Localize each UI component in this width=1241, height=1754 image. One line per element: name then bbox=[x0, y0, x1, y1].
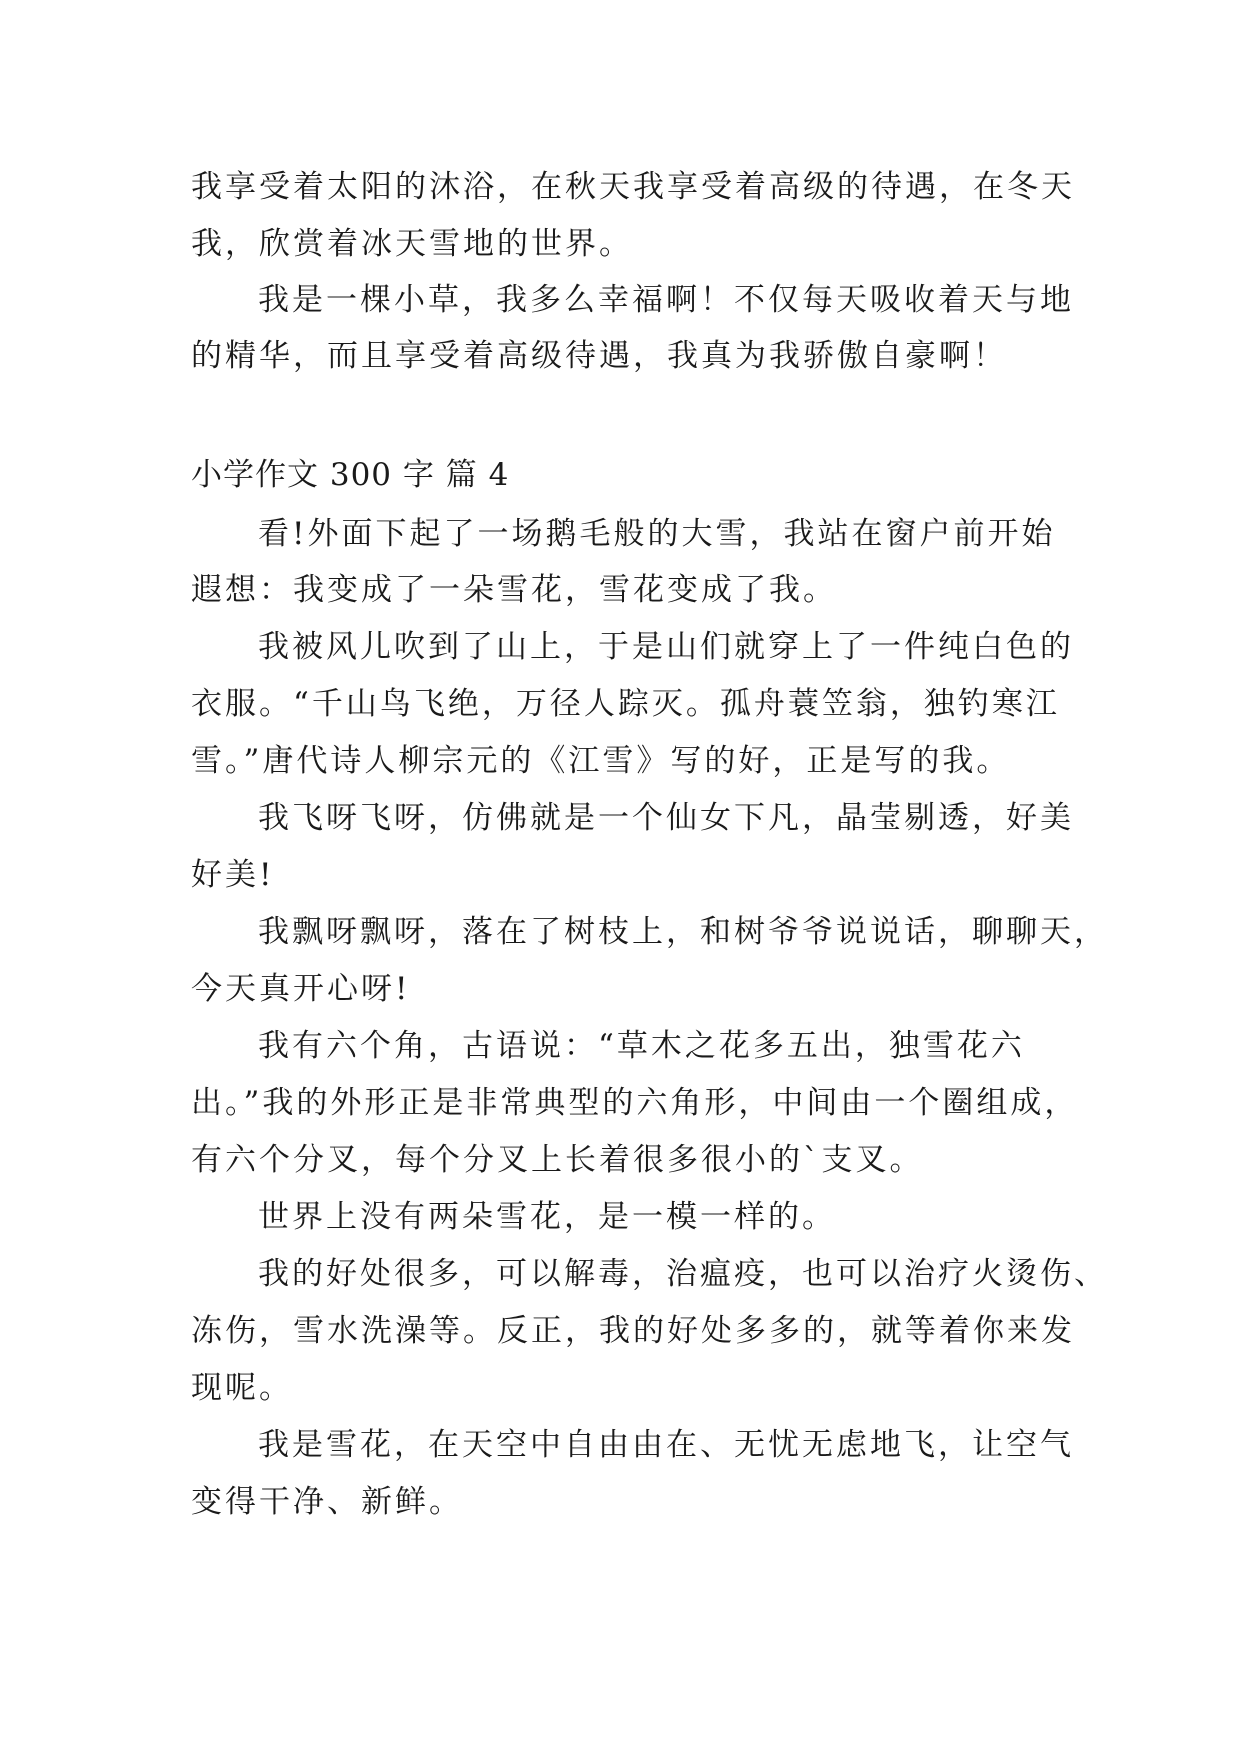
text-line: 我被风儿吹到了山上，于是山们就穿上了一件纯白色的 bbox=[258, 629, 1074, 665]
text-line: 雪。”唐代诗人柳宗元的《江雪》写的好，正是写的我。 bbox=[191, 743, 1011, 779]
text-line: 我飘呀飘呀，落在了树枝上，和树爷爷说说话，聊聊天， bbox=[258, 914, 1108, 950]
section-title: 小学作文 300 字 篇 4 bbox=[191, 457, 510, 493]
text-line: 我是一棵小草，我多么幸福啊！不仅每天吸收着天与地 bbox=[258, 282, 1074, 318]
text-line: 出。”我的外形正是非常典型的六角形，中间由一个圈组成， bbox=[191, 1085, 1079, 1121]
text-line: 的精华，而且享受着高级待遇，我真为我骄傲自豪啊！ bbox=[191, 338, 1007, 374]
text-line: 我是雪花，在天空中自由由在、无忧无虑地飞，让空气 bbox=[258, 1427, 1074, 1463]
text-line: 好美! bbox=[191, 857, 275, 893]
text-line: 我飞呀飞呀，仿佛就是一个仙女下凡，晶莹剔透，好美 bbox=[258, 800, 1074, 836]
text-line: 有六个分叉，每个分叉上长着很多很小的`支叉。 bbox=[191, 1142, 924, 1178]
text-line: 我，欣赏着冰天雪地的世界。 bbox=[191, 226, 633, 262]
text-line: 遐想：我变成了一朵雪花，雪花变成了我。 bbox=[191, 572, 837, 608]
text-line: 我享受着太阳的沐浴，在秋天我享受着高级的待遇，在冬天 bbox=[191, 169, 1075, 205]
text-line: 我有六个角，古语说：“草木之花多五出，独雪花六 bbox=[258, 1028, 1025, 1064]
text-line: 变得干净、新鲜。 bbox=[191, 1484, 463, 1520]
text-line: 衣服。“千山鸟飞绝，万径人踪灭。孤舟蓑笠翁，独钓寒江 bbox=[191, 686, 1060, 722]
text-line: 我的好处很多，可以解毒，治瘟疫，也可以治疗火烫伤、 bbox=[258, 1256, 1108, 1292]
text-line: 今天真开心呀! bbox=[191, 971, 411, 1007]
text-line: 世界上没有两朵雪花，是一模一样的。 bbox=[258, 1199, 836, 1235]
text-line: 冻伤，雪水洗澡等。反正，我的好处多多的，就等着你来发 bbox=[191, 1313, 1075, 1349]
text-line: 现呢。 bbox=[191, 1370, 293, 1406]
text-line: 看!外面下起了一场鹅毛般的大雪，我站在窗户前开始 bbox=[258, 516, 1056, 552]
